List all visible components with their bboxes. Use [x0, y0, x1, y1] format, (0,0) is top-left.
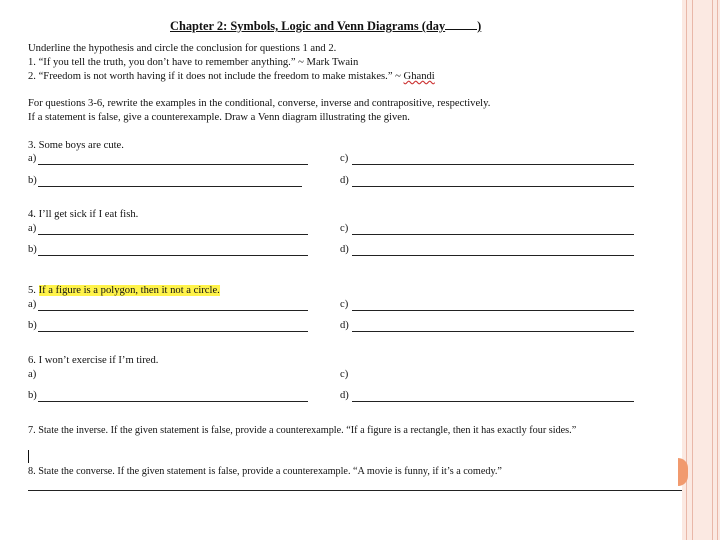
answer-d-label: d) [340, 244, 349, 255]
answer-b-label: b) [28, 244, 37, 255]
frame-line [692, 0, 693, 540]
page-title: Chapter 2: Symbols, Logic and Venn Diagrams (day ) [170, 19, 482, 33]
answer-c-label: c) [340, 299, 349, 310]
answer-a-line[interactable] [38, 310, 308, 311]
answer-d-line[interactable] [352, 401, 634, 402]
answer-b-label: b) [28, 390, 37, 401]
answer-a-label: a) [28, 299, 37, 310]
frame-line [717, 0, 718, 540]
question-7: 7. State the inverse. If the given statement is false, provide a counterexample. “If a figure is a rectangle, then it has exactly four sides.” [28, 425, 577, 436]
answer-b-line[interactable] [38, 401, 308, 402]
text-cursor [28, 450, 29, 463]
answer-b-label: b) [28, 175, 37, 186]
answer-a-label: a) [28, 153, 37, 164]
highlighted-statement: If a figure is a polygon, then it not a circle. [38, 285, 220, 296]
question-1: 1. “If you tell the truth, you don’t have to remember anything.” ~ Mark Twain [28, 57, 359, 68]
question-3-prompt: 3. Some boys are cute. [28, 140, 124, 151]
answer-a-label: a) [28, 369, 37, 380]
answer-a-line[interactable] [38, 234, 308, 235]
slide-frame-right [682, 0, 720, 540]
question-5-prompt: 5. If a figure is a polygon, then it not a circle. [28, 285, 220, 296]
frame-line [712, 0, 713, 540]
instruction-q1-2: Underline the hypothesis and circle the conclusion for questions 1 and 2. [28, 43, 337, 54]
answer-b-line[interactable] [38, 255, 308, 256]
directions-line-1: For questions 3-6, rewrite the examples in the conditional, converse, inverse and contrapositive, respectively. [28, 98, 491, 109]
answer-d-label: d) [340, 320, 349, 331]
answer-d-line[interactable] [352, 186, 634, 187]
answer-d-line[interactable] [352, 331, 634, 332]
answer-a-label: a) [28, 223, 37, 234]
question-2: 2. “Freedom is not worth having if it does not include the freedom to make mistakes.” ~ Ghandi [28, 71, 435, 82]
question-4-prompt: 4. I’ll get sick if I eat fish. [28, 209, 139, 220]
answer-c-label: c) [340, 223, 349, 234]
question-8: 8. State the converse. If the given statement is false, provide a counterexample. “A movie is funny, if it’s a comedy.” [28, 466, 502, 477]
author-name: Ghandi [403, 71, 435, 82]
answer-c-line[interactable] [352, 310, 634, 311]
answer-b-line[interactable] [38, 331, 308, 332]
answer-b-line[interactable] [38, 186, 302, 187]
answer-d-label: d) [340, 390, 349, 401]
question-6-prompt: 6. I won’t exercise if I’m tired. [28, 355, 159, 366]
answer-a-line[interactable] [38, 164, 308, 165]
answer-line-q8[interactable] [28, 490, 682, 491]
answer-c-label: c) [340, 369, 349, 380]
answer-d-line[interactable] [352, 255, 634, 256]
answer-c-line[interactable] [352, 234, 634, 235]
answer-c-line[interactable] [352, 164, 634, 165]
answer-c-label: c) [340, 153, 349, 164]
answer-b-label: b) [28, 320, 37, 331]
answer-d-label: d) [340, 175, 349, 186]
frame-line [686, 0, 687, 540]
directions-line-2: If a statement is false, give a counterexample. Draw a Venn diagram illustrating the given. [28, 112, 410, 123]
day-blank [445, 18, 477, 30]
